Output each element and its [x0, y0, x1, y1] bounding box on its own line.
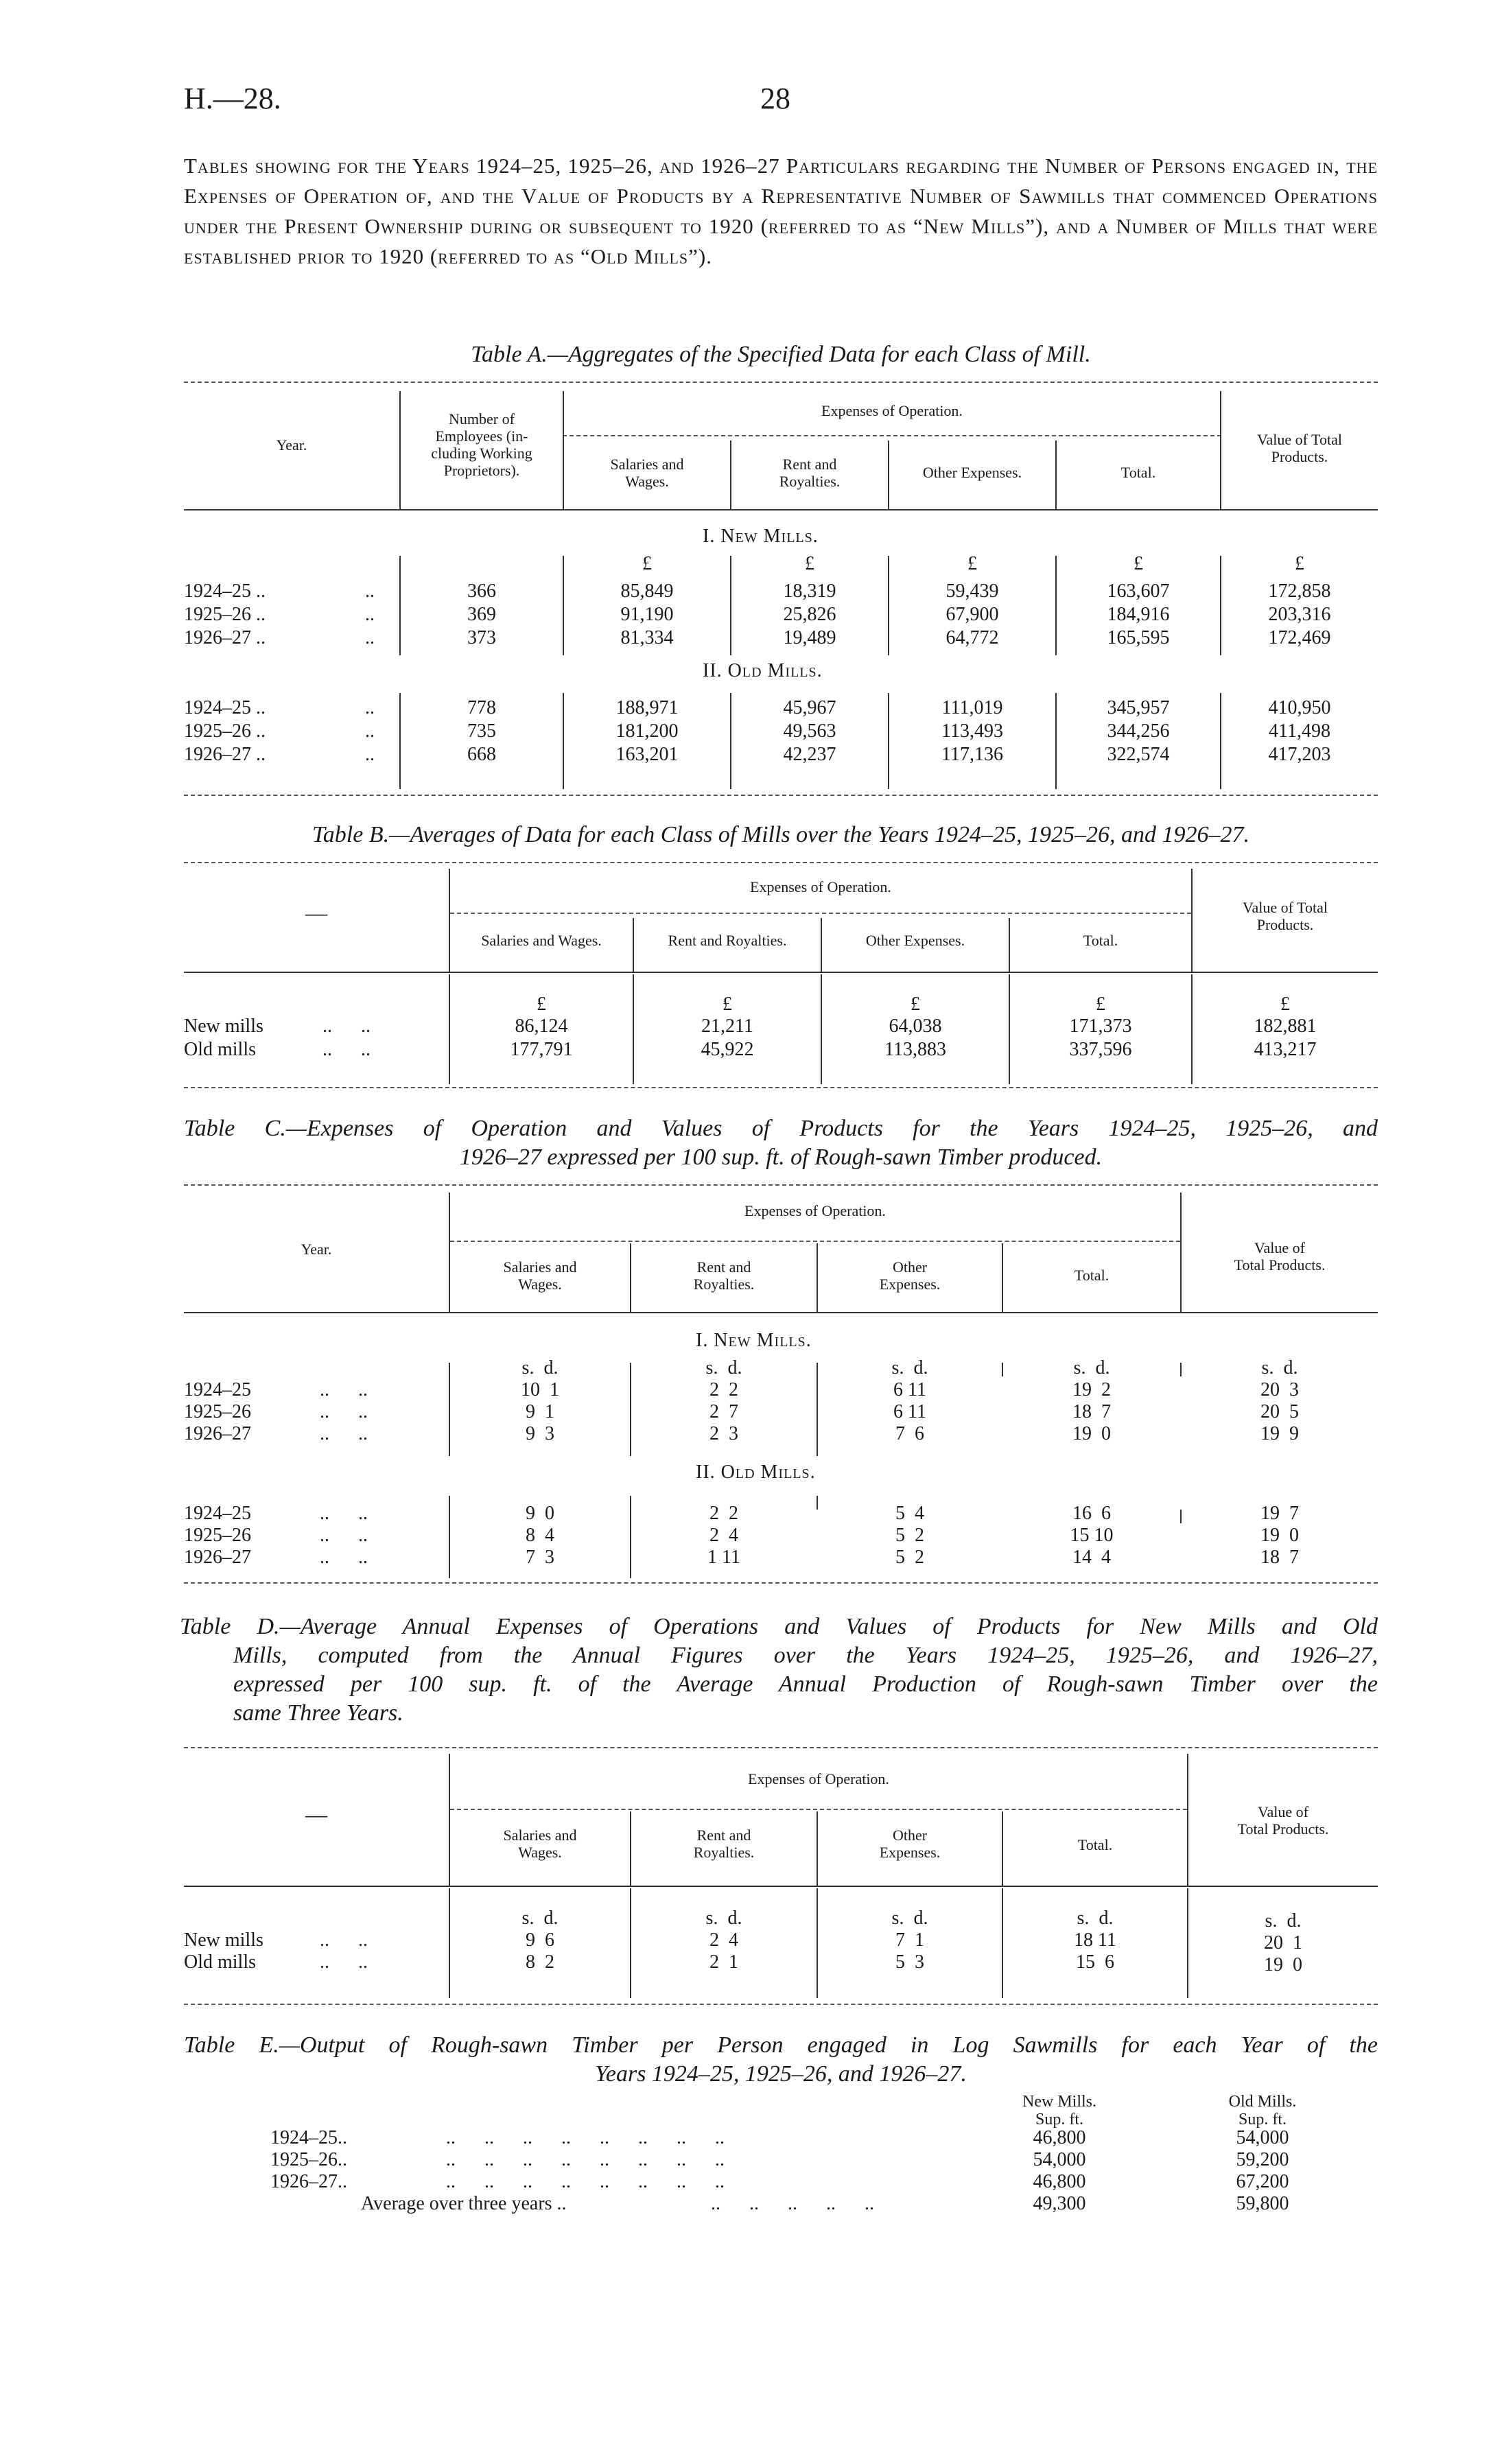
cell-salaries: 86,124	[515, 1016, 568, 1037]
cell-new-mills: 49,300	[1033, 2193, 1086, 2214]
table-b-bottom-rule	[184, 1087, 1378, 1088]
cell-value: 20 1	[1264, 1932, 1302, 1953]
row-leader: .. .. .. .. ..	[711, 2193, 874, 2214]
cell-other: 7 6	[895, 1423, 924, 1444]
table-b-col-other: Other Expenses.	[865, 932, 965, 949]
cell-value: 410,950	[1268, 697, 1331, 718]
table-d-top-rule	[184, 1747, 1378, 1748]
cell-value: 411,498	[1269, 720, 1330, 742]
cell-salaries: 85,849	[620, 580, 674, 602]
row-leader: ..	[365, 627, 375, 648]
currency-symbol: £	[1280, 994, 1290, 1015]
cell-other: 64,772	[946, 627, 999, 648]
cell-rent: 21,211	[701, 1016, 753, 1037]
unit-label: s. d.	[891, 1357, 928, 1378]
unit-label: s. d.	[705, 1357, 742, 1378]
cell-other: 6 11	[893, 1379, 926, 1400]
table-c-top-rule	[184, 1184, 1378, 1186]
intro-paragraph: Tables showing for the Years 1924–25, 1925–26, and 1926–27 Particulars regarding the Number of Persons engaged in, the Expenses of Operation of, and the Value of Products by a Representative Number of Sawmills that commenced Operations under the Present Ownership during or subsequent to 1920 (referred to as “New Mills”), and a Number of Mills that were established prior to 1920 (referred to as “Old Mills”).	[184, 154, 1378, 268]
table-d-col-other: Other Expenses.	[879, 1827, 941, 1861]
unit-label: s. d.	[1077, 1908, 1114, 1929]
row-year: 1926–27 ..	[184, 744, 266, 765]
table-a-sub-rule	[563, 435, 1221, 436]
table-a-header-rule	[184, 509, 1378, 511]
table-c-col-total: Total.	[1074, 1267, 1110, 1284]
cell-employees: 373	[467, 627, 496, 648]
row-leader: .. .. .. .. .. .. .. ..	[446, 2171, 725, 2192]
currency-symbol: £	[911, 994, 920, 1015]
table-e-unit-new: Sup. ft.	[1035, 2111, 1083, 2128]
row-label: New mills	[184, 1929, 263, 1951]
row-label: New mills	[184, 1016, 263, 1037]
cell-value: 413,217	[1254, 1039, 1317, 1060]
cell-rent: 45,922	[701, 1039, 754, 1060]
cell-salaries: 181,200	[615, 720, 679, 742]
table-d-caption-line3: expressed per 100 sup. ft. of the Average Annual Production of Rough-sawn Timber over the	[233, 1671, 1378, 1697]
cell-total: 344,256	[1107, 720, 1170, 742]
row-leader: .. ..	[320, 1379, 368, 1400]
cell-salaries: 81,334	[620, 627, 674, 648]
page-number: 28	[760, 82, 790, 115]
cell-total: 15 10	[1070, 1525, 1114, 1546]
report-code: H.—28.	[184, 82, 281, 115]
cell-new-mills: 54,000	[1033, 2149, 1086, 2170]
table-a-caption: Table A.—Aggregates of the Specified Data for each Class of Mill.	[471, 342, 1091, 367]
cell-total: 171,373	[1069, 1016, 1132, 1037]
cell-salaries: 7 3	[526, 1547, 554, 1568]
table-e-unit-old: Sup. ft.	[1238, 2111, 1287, 2128]
table-d-col-value: Value of Total Products.	[1237, 1803, 1329, 1838]
cell-total: 19 2	[1072, 1379, 1111, 1400]
cell-value: 182,881	[1254, 1016, 1317, 1037]
unit-label: s. d.	[891, 1908, 928, 1929]
cell-value: 172,858	[1268, 580, 1331, 602]
cell-employees: 778	[467, 697, 496, 718]
cell-other: 5 3	[895, 1951, 924, 1973]
cell-total: 165,595	[1107, 627, 1170, 648]
cell-rent: 2 4	[709, 1525, 738, 1546]
cell-other: 67,900	[946, 604, 999, 625]
cell-other: 5 2	[895, 1547, 924, 1568]
table-c-sub-rule	[450, 1241, 1180, 1242]
unit-label: s. d.	[521, 1908, 559, 1929]
currency-symbol: £	[805, 553, 814, 574]
cell-rent: 45,967	[783, 697, 836, 718]
table-c-old-mills-title: II. Old Mills.	[696, 1462, 816, 1483]
cell-other: 5 4	[895, 1503, 924, 1524]
cell-employees: 735	[467, 720, 496, 742]
row-year: 1924–25 ..	[184, 697, 266, 718]
cell-old-mills: 59,800	[1236, 2193, 1289, 2214]
cell-employees: 668	[467, 744, 496, 765]
table-a-col-rent: Rent and Royalties.	[779, 456, 841, 490]
table-a-col-expenses: Expenses of Operation.	[821, 402, 963, 419]
cell-total: 163,607	[1107, 580, 1170, 602]
cell-rent: 2 1	[709, 1951, 738, 1973]
row-leader: .. ..	[322, 1016, 371, 1037]
cell-rent: 19,489	[783, 627, 836, 648]
cell-value: 172,469	[1268, 627, 1331, 648]
table-b-col-expenses: Expenses of Operation.	[750, 878, 891, 895]
cell-value: 20 5	[1260, 1401, 1299, 1422]
table-d-caption-line4: same Three Years.	[233, 1700, 403, 1726]
cell-salaries: 9 6	[526, 1929, 554, 1951]
table-a-col-salaries: Salaries and Wages.	[610, 456, 684, 490]
unit-label: s. d.	[1073, 1357, 1110, 1378]
row-year: 1926–27	[184, 1547, 251, 1568]
row-leader: .. ..	[320, 1929, 368, 1951]
cell-new-mills: 46,800	[1033, 2127, 1086, 2148]
cell-other: 113,883	[884, 1039, 946, 1060]
table-d-col-expenses: Expenses of Operation.	[748, 1770, 889, 1787]
table-d-col-first: —	[305, 1802, 327, 1827]
table-a-col-year: Year.	[276, 436, 307, 454]
table-b-caption: Table B.—Averages of Data for each Class of Mills over the Years 1924–25, 1925–26, and 1926–27.	[312, 822, 1249, 847]
table-c-col-expenses: Expenses of Operation.	[744, 1202, 886, 1219]
row-label: 1925–26..	[270, 2149, 347, 2170]
cell-salaries: 91,190	[620, 604, 674, 625]
cell-value: 203,316	[1268, 604, 1331, 625]
row-leader: ..	[365, 604, 375, 625]
cell-old-mills: 59,200	[1236, 2149, 1289, 2170]
table-b-header-rule	[184, 972, 1378, 973]
table-c-header-rule	[184, 1312, 1378, 1313]
table-d-header-rule	[184, 1886, 1378, 1887]
cell-rent: 2 2	[709, 1503, 738, 1524]
currency-symbol: £	[537, 994, 546, 1015]
cell-salaries: 9 0	[526, 1503, 554, 1524]
cell-total: 19 0	[1072, 1423, 1111, 1444]
cell-other: 5 2	[895, 1525, 924, 1546]
cell-total: 15 6	[1076, 1951, 1114, 1973]
currency-symbol: £	[1295, 553, 1304, 574]
row-year: 1925–26	[184, 1525, 251, 1546]
row-leader: .. ..	[320, 1423, 368, 1444]
cell-other: 59,439	[946, 580, 999, 602]
cell-salaries: 163,201	[615, 744, 679, 765]
currency-symbol: £	[723, 994, 732, 1015]
row-label: 1926–27..	[270, 2171, 347, 2192]
table-c-col-year: Year.	[301, 1241, 332, 1258]
cell-other: 6 11	[893, 1401, 926, 1422]
cell-salaries: 9 3	[526, 1423, 554, 1444]
cell-rent: 2 4	[709, 1929, 738, 1951]
currency-symbol: £	[967, 553, 977, 574]
cell-value: 19 0	[1264, 1954, 1302, 1975]
cell-total: 184,916	[1107, 604, 1170, 625]
cell-value: 19 9	[1260, 1423, 1299, 1444]
cell-rent: 2 2	[709, 1379, 738, 1400]
table-e-caption-line2: Years 1924–25, 1925–26, and 1926–27.	[595, 2061, 967, 2087]
unit-label: s. d.	[1261, 1357, 1298, 1378]
row-leader: .. ..	[320, 1401, 368, 1422]
cell-other: 64,038	[889, 1016, 942, 1037]
table-d-caption-line2: Mills, computed from the Annual Figures over the Years 1924–25, 1925–26, and 1926–27,	[233, 1643, 1378, 1668]
unit-label: s. d.	[1265, 1910, 1302, 1932]
unit-label: s. d.	[521, 1357, 559, 1378]
cell-rent: 1 11	[707, 1547, 740, 1568]
cell-old-mills: 54,000	[1236, 2127, 1289, 2148]
cell-salaries: 8 4	[526, 1525, 554, 1546]
table-c-caption-line1: Table C.—Expenses of Operation and Values of Products for the Years 1924–25, 1925–26, and	[184, 1116, 1378, 1141]
row-year: 1926–27	[184, 1423, 251, 1444]
table-b-col-value: Value of Total Products.	[1243, 899, 1328, 933]
table-e-col-old: Old Mills.	[1228, 2093, 1297, 2111]
table-c-new-mills-title: I. New Mills.	[696, 1330, 812, 1351]
cell-total: 322,574	[1107, 744, 1170, 765]
row-leader: .. ..	[320, 1547, 368, 1568]
cell-rent: 2 3	[709, 1423, 738, 1444]
table-d-col-total: Total.	[1077, 1836, 1113, 1853]
table-b-col-first: —	[305, 900, 327, 925]
cell-salaries: 177,791	[510, 1039, 573, 1060]
cell-total: 16 6	[1072, 1503, 1111, 1524]
unit-label: s. d.	[705, 1908, 742, 1929]
row-year: 1925–26 ..	[184, 604, 266, 625]
cell-rent: 25,826	[783, 604, 836, 625]
cell-total: 337,596	[1069, 1039, 1132, 1060]
cell-value: 18 7	[1260, 1547, 1299, 1568]
table-a-new-mills-title: I. New Mills.	[703, 526, 819, 547]
currency-symbol: £	[1096, 994, 1105, 1015]
row-year: 1926–27 ..	[184, 627, 266, 648]
cell-old-mills: 67,200	[1236, 2171, 1289, 2192]
cell-value: 19 7	[1260, 1503, 1299, 1524]
table-c-caption-line2: 1926–27 expressed per 100 sup. ft. of Rough-sawn Timber produced.	[459, 1145, 1103, 1170]
table-e-col-new: New Mills.	[1022, 2093, 1096, 2111]
cell-other: 113,493	[941, 720, 1003, 742]
table-a-col-value: Value of Total Products.	[1257, 431, 1342, 465]
cell-rent: 42,237	[783, 744, 836, 765]
cell-employees: 366	[467, 580, 496, 602]
row-label: Old mills	[184, 1039, 257, 1060]
table-a-top-rule	[184, 382, 1378, 383]
row-leader: ..	[365, 720, 375, 742]
cell-value: 19 0	[1260, 1525, 1299, 1546]
cell-rent: 49,563	[783, 720, 836, 742]
row-leader: ..	[365, 697, 375, 718]
row-year: 1925–26	[184, 1401, 251, 1422]
cell-salaries: 9 1	[526, 1401, 554, 1422]
cell-total: 18 11	[1074, 1929, 1116, 1951]
table-c-col-value: Value of Total Products.	[1234, 1239, 1326, 1274]
row-label: 1924–25..	[270, 2127, 347, 2148]
cell-salaries: 8 2	[526, 1951, 554, 1973]
table-b-col-salaries: Salaries and Wages.	[481, 932, 602, 949]
row-year: 1924–25 ..	[184, 580, 266, 602]
table-c-col-other: Other Expenses.	[879, 1258, 941, 1293]
cell-new-mills: 46,800	[1033, 2171, 1086, 2192]
cell-value: 417,203	[1268, 744, 1331, 765]
table-d-bottom-rule	[184, 2004, 1378, 2005]
table-c-col-salaries: Salaries and Wages.	[503, 1258, 577, 1293]
table-c-bottom-rule	[184, 1582, 1378, 1584]
row-leader: .. ..	[322, 1039, 371, 1060]
table-b-sub-rule	[450, 913, 1191, 914]
table-b-col-total: Total.	[1083, 932, 1118, 949]
cell-other: 7 1	[895, 1929, 924, 1951]
table-d-col-salaries: Salaries and Wages.	[503, 1827, 577, 1861]
row-label: Old mills	[184, 1951, 257, 1973]
row-leader: .. .. .. .. .. .. .. ..	[446, 2127, 725, 2148]
row-leader: .. ..	[320, 1503, 368, 1524]
cell-salaries: 10 1	[521, 1379, 559, 1400]
cell-total: 14 4	[1072, 1547, 1111, 1568]
currency-symbol: £	[642, 553, 652, 574]
currency-symbol: £	[1134, 553, 1143, 574]
row-leader: ..	[365, 580, 375, 602]
cell-total: 345,957	[1107, 697, 1170, 718]
cell-other: 117,136	[941, 744, 1003, 765]
table-a-old-mills-title: II. Old Mills.	[703, 660, 823, 681]
row-leader: ..	[365, 744, 375, 765]
table-b-top-rule	[184, 862, 1378, 863]
row-year: 1924–25	[184, 1379, 251, 1400]
cell-rent: 2 7	[709, 1401, 738, 1422]
table-c-col-rent: Rent and Royalties.	[693, 1258, 755, 1293]
cell-rent: 18,319	[783, 580, 836, 602]
cell-employees: 369	[467, 604, 496, 625]
cell-total: 18 7	[1072, 1401, 1111, 1422]
table-a-col-employees: Number of Employees (in- cluding Working Proprietors).	[431, 410, 532, 479]
table-d-sub-rule	[450, 1809, 1187, 1810]
table-b-col-rent: Rent and Royalties.	[668, 932, 787, 949]
table-a-col-total: Total.	[1120, 464, 1156, 481]
table-a-bottom-rule	[184, 795, 1378, 796]
row-leader: .. ..	[320, 1951, 368, 1973]
row-year: 1925–26 ..	[184, 720, 266, 742]
row-leader: .. .. .. .. .. .. .. ..	[446, 2149, 725, 2170]
table-a-col-other: Other Expenses.	[922, 464, 1022, 481]
row-label: Average over three years ..	[361, 2193, 567, 2214]
cell-value: 20 3	[1260, 1379, 1299, 1400]
table-d-caption-line1: Table D.—Average Annual Expenses of Operations and Values of Products for New Mills and Old	[180, 1614, 1378, 1639]
table-e-caption-line1: Table E.—Output of Rough-sawn Timber per Person engaged in Log Sawmills for each Year of the	[184, 2032, 1378, 2058]
table-d-col-rent: Rent and Royalties.	[693, 1827, 755, 1861]
row-leader: .. ..	[320, 1525, 368, 1546]
row-year: 1924–25	[184, 1503, 251, 1524]
cell-salaries: 188,971	[615, 697, 679, 718]
cell-other: 111,019	[941, 697, 1003, 718]
